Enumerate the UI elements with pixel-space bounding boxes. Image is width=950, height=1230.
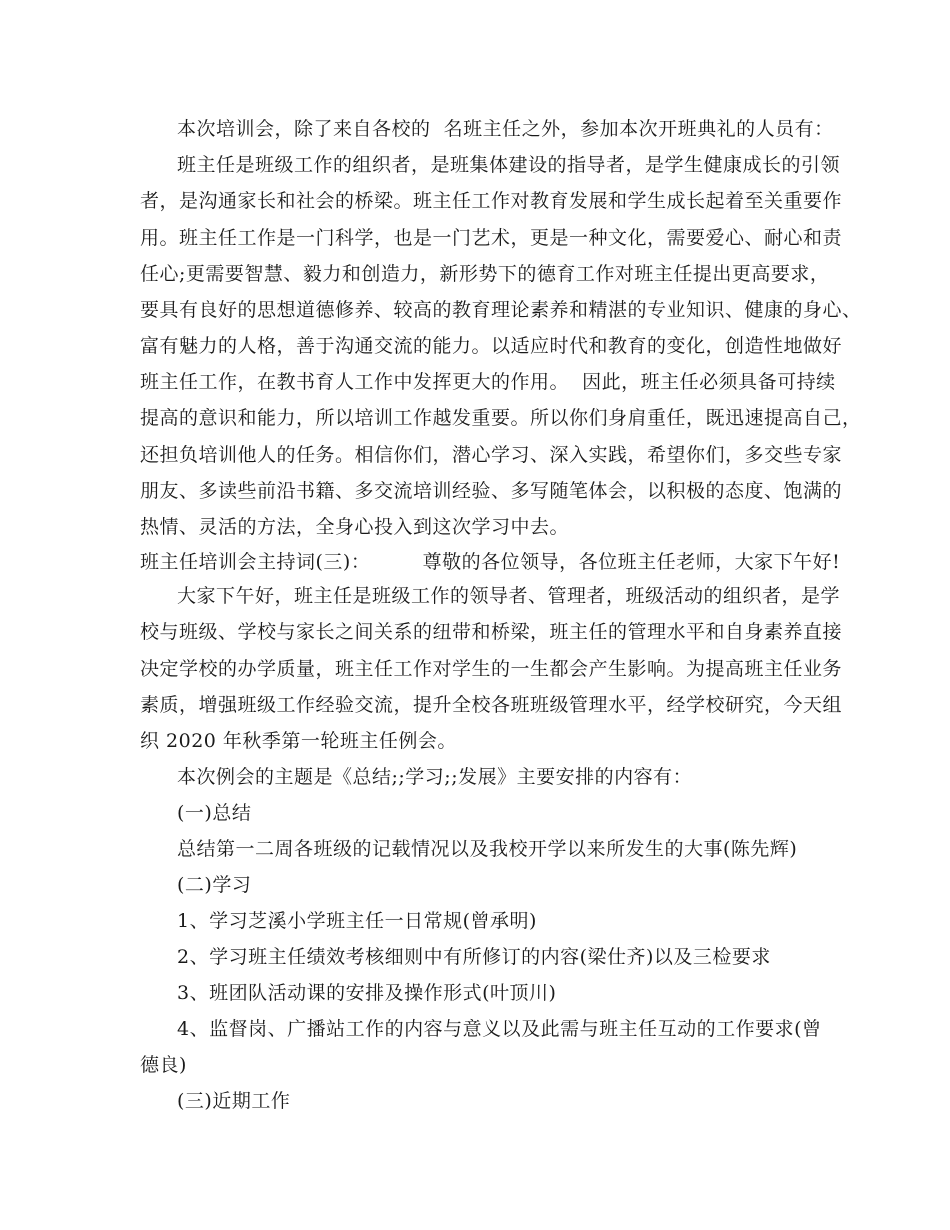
list-item: 1、学习芝溪小学班主任一日常规(曾承明)	[177, 910, 537, 932]
list-heading: (二)学习	[177, 874, 252, 896]
text-line: 热情、灵活的方法，全身心投入到这次学习中去。	[140, 516, 570, 538]
text-line: 大家下午好，班主任是班级工作的领导者、管理者，班级活动的组织者，是学	[177, 585, 841, 607]
text-line: 富有魅力的人格，善于沟通交流的能力。以适应时代和教育的变化，创造性地做好	[140, 335, 843, 357]
list-item: 2、学习班主任绩效考核细则中有所修订的内容(梁仕齐)以及三检要求	[177, 946, 771, 968]
text-line: 者，是沟通家长和社会的桥梁。班主任工作对教育发展和学生成长起着至关重要作	[140, 190, 843, 212]
text-line: 班主任是班级工作的组织者，是班集体建设的指导者，是学生健康成长的引领	[177, 154, 841, 176]
text-line: 朋友、多读些前沿书籍、多交流培训经验、多写随笔体会，以积极的态度、饱满的	[140, 480, 843, 502]
text-line: 还担负培训他人的任务。相信你们，潜心学习、深入实践，希望你们，多交些专家	[140, 444, 843, 466]
text-line: 用。班主任工作是一门科学，也是一门艺术，更是一种文化，需要爱心、耐心和责	[140, 227, 843, 249]
text-line: 素质，增强班级工作经验交流，提升全校各班班级管理水平，经学校研究，今天组	[140, 694, 843, 716]
text-line: 提高的意识和能力，所以培训工作越发重要。所以你们身肩重任，既迅速提高自己，	[140, 407, 862, 429]
text-line: 要具有良好的思想道德修养、较高的教育理论素养和精湛的专业知识、健康的身心、	[140, 299, 862, 321]
list-heading: (一)总结	[177, 802, 252, 824]
list-item: 4、监督岗、广播站工作的内容与意义以及此需与班主任互动的工作要求(曾	[177, 1018, 822, 1040]
text-line: 班主任工作，在教书育人工作中发挥更大的作用。 因此，班主任必须具备可持续	[140, 371, 836, 393]
text-line: 任心;更需要智慧、毅力和创造力，新形势下的德育工作对班主任提出更高要求，	[140, 263, 830, 285]
text-line: 校与班级、学校与家长之间关系的纽带和桥梁，班主任的管理水平和自身素养直接	[140, 621, 843, 643]
text-line: 决定学校的办学质量，班主任工作对学生的一生都会产生影响。为提高班主任业务	[140, 658, 843, 680]
text-line: 织 2020 年秋季第一轮班主任例会。	[140, 730, 457, 752]
text-line: 本次例会的主题是《总结;;学习;;发展》主要安排的内容有：	[177, 766, 693, 788]
text-line: 本次培训会，除了来自各校的 名班主任之外，参加本次开班典礼的人员有：	[177, 118, 834, 140]
list-item: 3、班团队活动课的安排及操作形式(叶顶川)	[177, 982, 557, 1004]
text-line: 总结第一二周各班级的记载情况以及我校开学以来所发生的大事(陈先辉)	[177, 838, 798, 860]
section-heading: 班主任培训会主持词(三)： 尊敬的各位领导，各位班主任老师，大家下午好!	[140, 551, 841, 573]
list-heading: (三)近期工作	[177, 1090, 291, 1112]
list-item-continuation: 德良)	[140, 1054, 187, 1076]
